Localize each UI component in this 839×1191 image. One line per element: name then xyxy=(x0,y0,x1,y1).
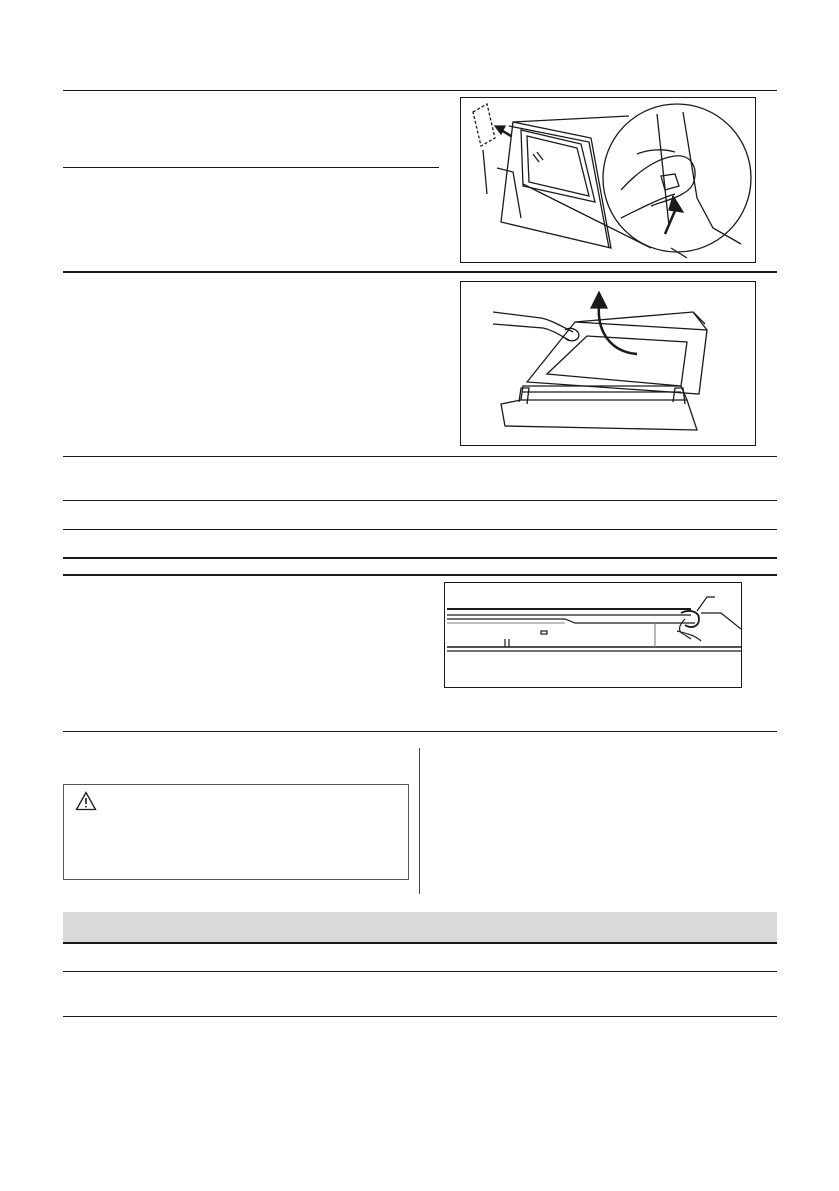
rule-section-7 xyxy=(63,731,777,732)
rule-top xyxy=(63,90,777,91)
rule-step-1-divider xyxy=(63,167,439,168)
door-glass-removal-figure xyxy=(460,97,756,263)
door-glass-hook-illustration xyxy=(461,98,755,262)
door-seal-cross-section xyxy=(445,583,741,687)
rule-section-5 xyxy=(63,557,777,559)
rule-section-1 xyxy=(63,271,777,273)
table-header-rule xyxy=(63,942,777,944)
table-header xyxy=(63,912,777,942)
column-divider xyxy=(419,748,420,894)
door-seal-detail-figure xyxy=(444,582,742,688)
door-panel-lift-figure xyxy=(460,281,756,446)
door-panel-lift-illustration xyxy=(461,282,755,445)
warning-box xyxy=(63,784,409,880)
rule-section-2 xyxy=(63,456,777,457)
warning-triangle-icon xyxy=(75,791,97,811)
rule-section-6 xyxy=(63,574,777,576)
table-bottom-rule xyxy=(63,1016,777,1017)
table-row-divider xyxy=(63,971,777,972)
rule-section-4 xyxy=(63,529,777,530)
rule-section-3 xyxy=(63,500,777,501)
